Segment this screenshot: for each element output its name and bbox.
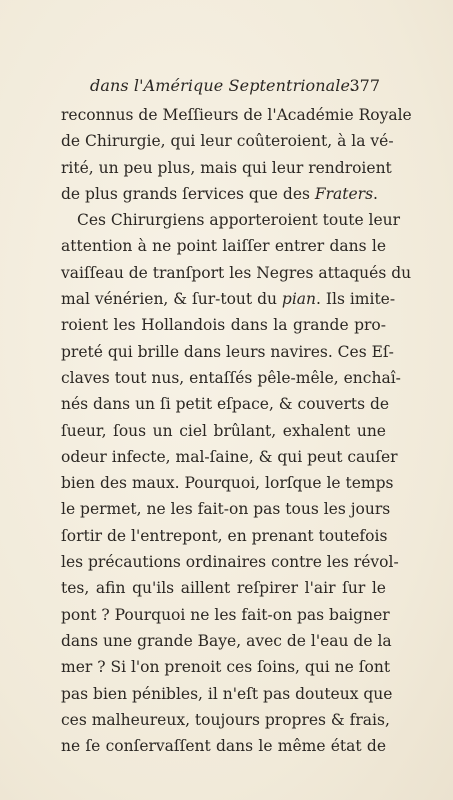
text-line: tes, afin qu'ils aillent reſpirer l'air ſur le [61,579,386,598]
text-fragment: mal vénérien, & ſur-tout du [61,290,282,309]
text-fragment: de plus grands ſervices que des [61,184,315,203]
text-line: les précautions ordinaires contre les révol- [61,553,399,572]
text-line [61,286,396,312]
text-line: ne ſe conſervaſſent dans le même état de [61,737,386,756]
text-line: attention à ne point laiſſer entrer dans le [61,237,386,256]
text-line: roient les Hollandois dans la grande pro- [61,316,386,335]
text-line: odeur infecte, mal-ſaine, & qui peut cauſer [61,447,398,466]
text-line: nés dans un ſi petit eſpace, & couverts de [61,395,390,414]
text-line: pas bien pénibles, il n'eſt pas douteux que [61,684,393,703]
text-line: ces malheureux, toujours propres & frais, [61,710,390,729]
text-line: pont ? Pourquoi ne les fait-on pas baigner [61,605,390,624]
text-line: preté qui brille dans leurs navires. Ces Eſ- [61,342,394,361]
italic-word: Fraters [314,184,374,203]
running-head: dans l'Amérique Septentrionale. [90,76,356,95]
text-line: vaiſſeau de tranſport les Negres attaqués du [61,263,412,282]
page-number: 377 [349,76,380,95]
page-header [90,76,380,98]
body-text [61,102,412,759]
text-line: le permet, ne les fait-on pas tous les jours [61,500,391,519]
text-line: claves tout nus, entaſſés pêle-mêle, enchaî- [61,368,401,387]
text-line: ſueur, ſous un ciel brûlant, exhalent une [61,421,386,440]
paragraph-first-line: Ces Chirurgiens apporteroient toute leur [77,211,401,230]
text-fragment: . Ils imite- [316,290,396,309]
text-line: de plus grands ſervices que des Fraters. [61,184,378,203]
text-line: de Chirurgie, qui leur coûteroient, à la vé- [61,132,394,151]
text-line: dans une grande Baye, avec de l'eau de la [61,631,392,650]
text-line: reconnus de Meſſieurs de l'Académie Royale [61,106,412,124]
text-line: ſortir de l'entrepont, en prenant toutefois [61,526,388,545]
text-line: bien des maux. Pourquoi, lorſque le temps [61,474,394,493]
text-line: mer ? Si l'on prenoit ces ſoins, qui ne ſont [61,658,391,677]
text-line: rité, un peu plus, mais qui leur rendroient [61,158,392,177]
italic-word: pian [281,290,317,309]
